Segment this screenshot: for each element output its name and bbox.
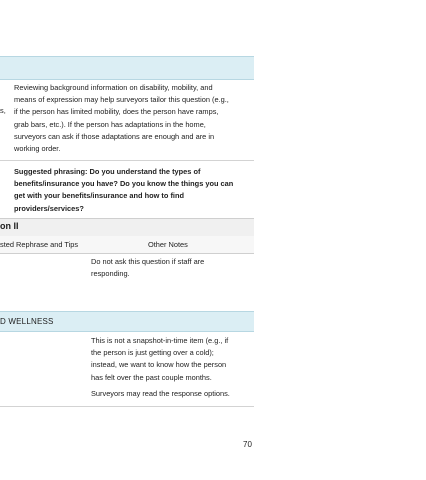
row3-notes — [91, 256, 251, 280]
page-number: 70 — [243, 440, 252, 449]
col-header-notes: Other Notes — [148, 240, 188, 249]
text-line: means of expression may help surveyors tailor this question (e.g., — [14, 95, 229, 105]
section-title: on II — [0, 221, 19, 231]
row-divider — [0, 406, 254, 407]
text-line: Suggested phrasing: Do you understand the types of — [14, 167, 201, 176]
row-divider — [0, 160, 254, 161]
row4-notes-extra: Surveyors may read the response options. — [91, 389, 230, 398]
text-line: This is not a snapshot-in-time item (e.g., if — [91, 336, 229, 345]
text-line: responding. — [91, 269, 130, 279]
text-line: providers/services? — [14, 203, 84, 213]
suggested-phrasing — [14, 166, 254, 215]
row1-left-fragment: s, — [0, 106, 6, 115]
text-line: Do not ask this question if staff are — [91, 257, 205, 266]
text-line: working order. — [14, 144, 61, 154]
text-line: benefits/insurance you have? Do you know the things you can — [14, 179, 234, 189]
text-line: Reviewing background information on disability, mobility, and — [14, 83, 213, 92]
text-line: the person is just getting over a cold); — [91, 348, 214, 358]
text-line: get with your benefits/insurance and how to find — [14, 191, 184, 201]
text-line: instead, we want to know how the person — [91, 360, 227, 370]
row1-guidance-text — [14, 82, 254, 155]
row4-notes — [91, 335, 253, 384]
section-band-2 — [0, 218, 254, 237]
text-line: surveyors can ask if those adaptations are enough and are in — [14, 131, 215, 141]
text-line: grab bars, etc.). If the person has adaptations in the home, — [14, 119, 206, 129]
col-header-rephrase: sted Rephrase and Tips — [0, 240, 79, 249]
section-title: D WELLNESS — [0, 317, 54, 326]
text-line: if the person has limited mobility, does the person have ramps, — [14, 107, 219, 117]
section-band-top — [0, 56, 254, 80]
text-line: has felt over the past couple months. — [91, 372, 212, 382]
